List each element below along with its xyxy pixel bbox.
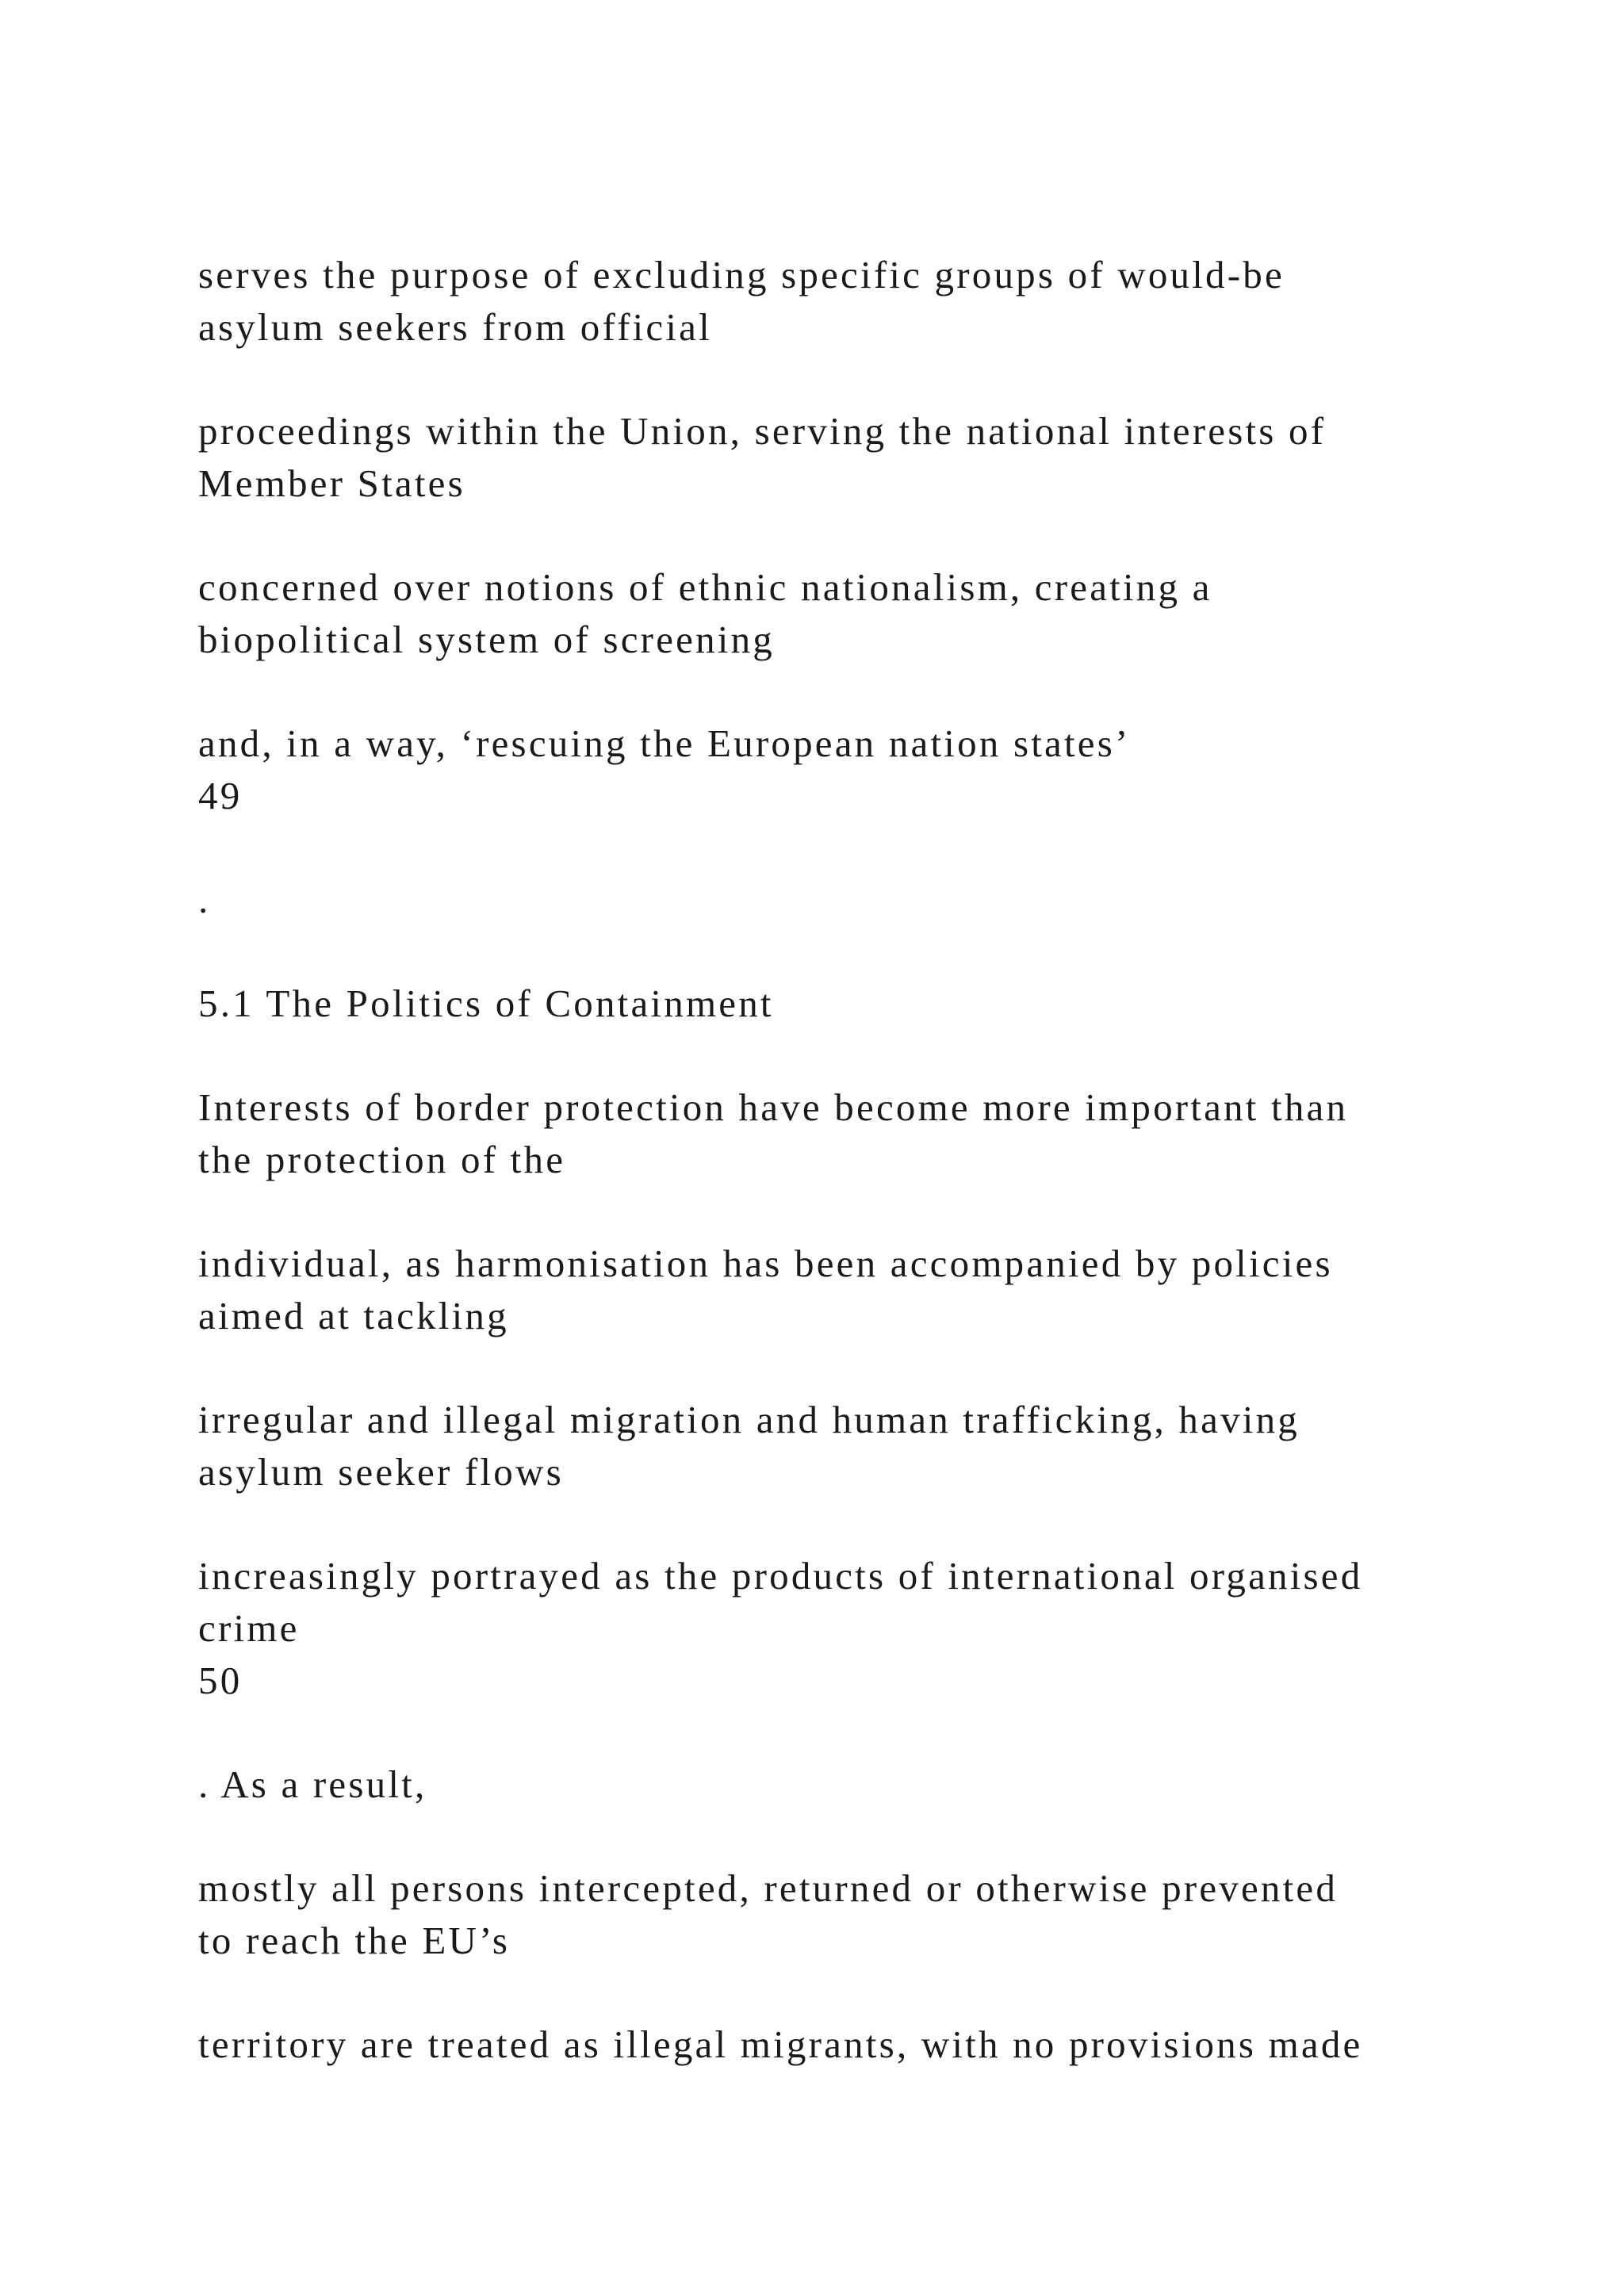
text-line: asylum seekers from official [198, 305, 712, 349]
text-line: proceedings within the Union, serving the national interests of [198, 409, 1327, 453]
text-line: crime [198, 1606, 300, 1650]
text-line: . As a result, [198, 1762, 427, 1806]
text-line: mostly all persons intercepted, returned or otherwise prevented [198, 1866, 1339, 1910]
text-line: Member States [198, 461, 465, 505]
section-heading: 5.1 The Politics of Containment [198, 982, 774, 1025]
footnote-ref-49: 49 [198, 774, 243, 817]
text-line: the protection of the [198, 1138, 566, 1181]
text-line: increasingly portrayed as the products of international organised [198, 1554, 1363, 1598]
text-line: concerned over notions of ethnic nationalism, creating a [198, 565, 1212, 609]
text-line: aimed at tackling [198, 1294, 509, 1337]
text-line: asylum seeker flows [198, 1450, 564, 1494]
text-line: biopolitical system of screening [198, 618, 776, 661]
text-line: territory are treated as illegal migrants, with no provisions made [198, 2022, 1363, 2066]
text-line: to reach the EU’s [198, 1919, 511, 1962]
text-line: serves the purpose of excluding specific groups of would-be [198, 253, 1285, 297]
text-line: irregular and illegal migration and human trafficking, having [198, 1398, 1300, 1441]
text-line: Interests of border protection have become more important than [198, 1085, 1349, 1129]
text-line: and, in a way, ‘rescuing the European nation states’ [198, 721, 1131, 765]
text-line: . [198, 878, 211, 921]
text-line: individual, as harmonisation has been accompanied by policies [198, 1242, 1333, 1285]
footnote-ref-50: 50 [198, 1659, 243, 1702]
